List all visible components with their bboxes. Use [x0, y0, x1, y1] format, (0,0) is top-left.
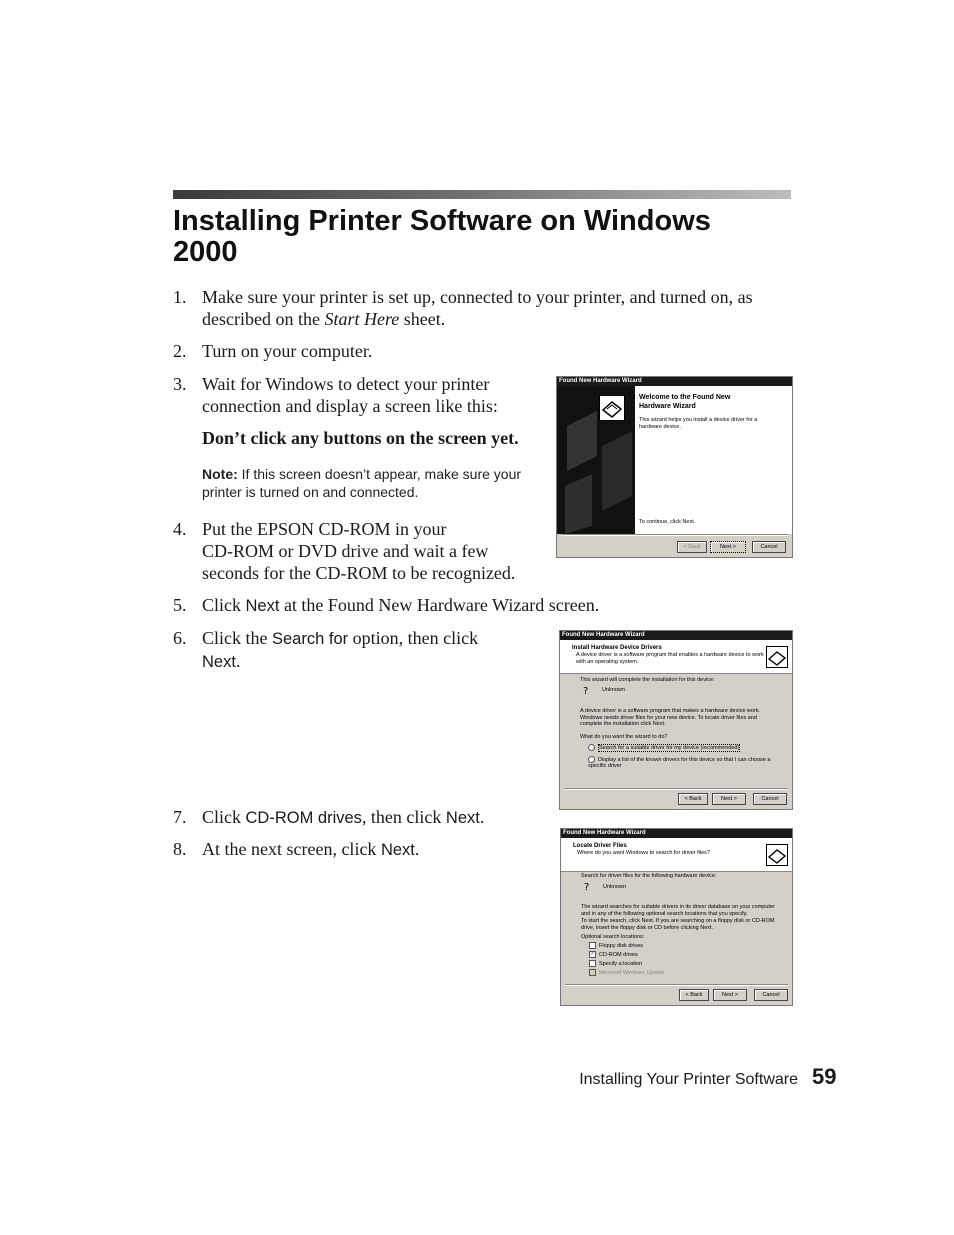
svg-text:?: ? [584, 882, 590, 891]
radio-display-list[interactable] [588, 756, 595, 763]
step-7: 7. Click CD-ROM drives, then click Next. [173, 807, 485, 827]
hardware-icon [766, 844, 788, 866]
footer-section-title: Installing Your Printer Software [579, 1071, 798, 1088]
next-ref: Next [380, 841, 415, 859]
screenshot-install-drivers: Found New Hardware Wizard Install Hardware Device Drivers A device driver is a software program that enables a hardware device to work with an operating system. This wizard will complete the installation for this device: ? Unknown A device driver is a software program that makes a hardware device work. Windows needs driver files for your new device. To locate driver files and complete the installation click Next. What do you want the wizard to do? Search for a suitable driver for my device (recommended) Display a list of the known drivers for this device so that I can choose a specific driver < Back Next > Cancel [559, 630, 793, 810]
cdrom-drives-ref: CD-ROM drives [245, 809, 362, 827]
step-4: 4. Put the EPSON CD-ROM in your CD-ROM or DVD drive and wait a few seconds for the CD-ROM to be recognized. [173, 519, 516, 583]
step-6: 6. Click the Search for option, then click Next. [173, 628, 479, 671]
option-search[interactable]: Search for a suitable driver for my device (recommended) [588, 744, 778, 751]
start-here-ref: Start Here [324, 309, 400, 329]
search-for-ref: Search for [272, 630, 349, 648]
cancel-button[interactable]: Cancel [753, 793, 787, 805]
step-5: 5. Click Next at the Found New Hardware Wizard screen. [173, 595, 600, 615]
page-title: Installing Printer Software on Windows 2000 [173, 205, 711, 268]
radio-search[interactable] [588, 744, 595, 751]
back-button[interactable]: < Back [677, 541, 707, 553]
step-1: 1. Make sure your printer is set up, connected to your printer, and turned on, as described on the Start Here sheet. [173, 287, 753, 329]
option-display-list[interactable]: Display a list of the known drivers for this device so that I can choose a specific driver [588, 756, 771, 770]
next-ref: Next [445, 809, 480, 827]
wizard-heading: Welcome to the Found New Hardware Wizard [639, 394, 731, 410]
header-rule [173, 190, 791, 199]
hardware-icon [766, 646, 788, 668]
back-button[interactable]: < Back [678, 793, 708, 805]
next-ref: Next [245, 597, 280, 615]
cancel-button[interactable]: Cancel [754, 989, 788, 1001]
checkbox-floppy[interactable]: Floppy disk drives [589, 942, 643, 949]
checkbox-specify-location[interactable]: Specify a location [589, 960, 642, 967]
next-button[interactable]: Next > [710, 541, 746, 553]
titlebar: Found New Hardware Wizard [557, 377, 792, 386]
step-8: 8. At the next screen, click Next. [173, 839, 420, 859]
step-1-line1: Make sure your printer is set up, connected to your printer, and turned on, as [202, 287, 753, 307]
checkbox-windows-update: Microsoft Windows Update [589, 969, 664, 976]
checkbox-cdrom[interactable]: ✓ CD-ROM drives [590, 951, 638, 958]
next-button[interactable]: Next > [712, 793, 746, 805]
hardware-icon [599, 395, 625, 421]
question-icon [583, 881, 592, 890]
screenshot-welcome-wizard: Found New Hardware Wizard Welcome to the Found New Hardware Wizard This wizard helps you install a device driver for a hardware device. To continue, click Next. < Back Next > Cancel [556, 376, 793, 558]
warning-text: Don’t click any buttons on the screen yet. [202, 428, 519, 448]
screenshot-locate-driver-files: Found New Hardware Wizard Locate Driver Files Where do you want Windows to search for driver files? Search for driver files for the following hardware device: ? Unknown The wizard searches for suitable drivers in its driver database on your computer and in any of the following optional search locations that you specify. To start the search, click Next. If you are searching on a floppy disk or CD-ROM drive, insert the floppy disk or CD before clicking Next. Optional search locations: Floppy disk drives ✓ CD-ROM drives Specify a location Microsoft Windows Update < Back Next > Cancel [560, 828, 793, 1006]
next-ref: Next [202, 653, 236, 671]
cancel-button[interactable]: Cancel [752, 541, 786, 553]
next-button[interactable]: Next > [713, 989, 747, 1001]
page-number: 59 [812, 1064, 837, 1089]
step-2: 2. Turn on your computer. [173, 341, 373, 361]
back-button[interactable]: < Back [679, 989, 709, 1001]
note: Note: If this screen doesn’t appear, make sure your printer is turned on and connected. [202, 466, 522, 500]
question-icon [582, 685, 591, 694]
step-3: 3. Wait for Windows to detect your printer connection and display a screen like this: [173, 374, 498, 416]
svg-text:?: ? [583, 686, 589, 695]
